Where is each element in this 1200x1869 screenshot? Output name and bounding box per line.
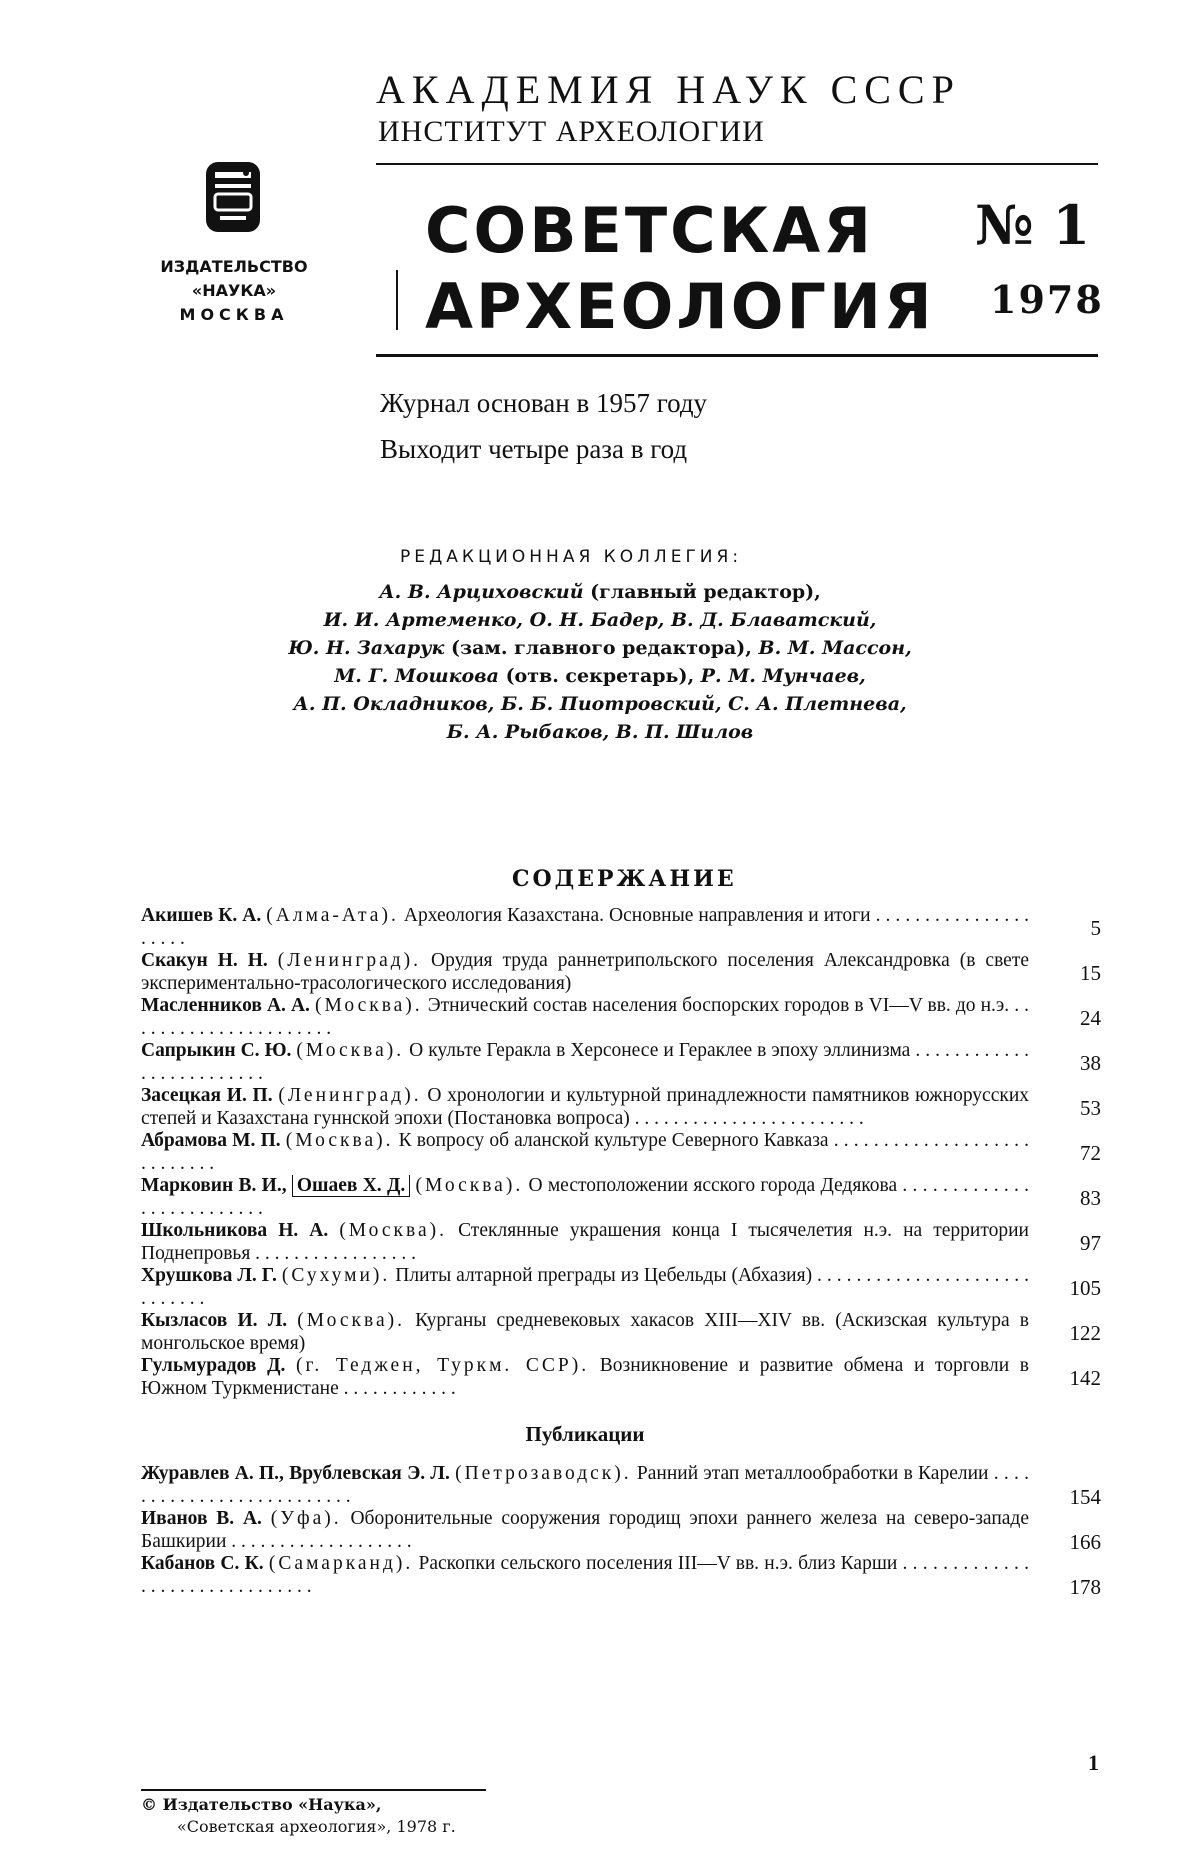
entry-author: Масленников А. А. xyxy=(141,995,310,1016)
entry-text xyxy=(141,1220,1029,1265)
entry-author: Сапрыкин С. Ю. xyxy=(141,1040,292,1061)
page-number: 1 xyxy=(1088,1750,1099,1775)
contents-entry xyxy=(141,1553,1101,1598)
entry-page: 72 xyxy=(1080,1140,1101,1165)
editorial-board-line xyxy=(150,662,1050,690)
entry-title: Возникновение и развитие обмена и торговли в Южном Туркменистане . . . . . . . . . . . . xyxy=(141,1355,1030,1399)
founded-line: Журнал основан в 1957 году xyxy=(380,388,708,418)
entry-city: (Москва). xyxy=(339,1220,447,1241)
contents-entry xyxy=(141,995,1101,1040)
entry-city: (Ленинград). xyxy=(278,1085,422,1106)
editorial-board-line xyxy=(150,718,1050,746)
board-member-role: (отв. секретарь), xyxy=(498,665,701,687)
entry-title: Раскопки сельского поселения III—V вв. н.э. близ Карши . . . . . . . . . . . . . . . . . . . . . . . . . . . . . . . xyxy=(141,1553,1030,1597)
entry-page: 53 xyxy=(1080,1095,1101,1120)
entry-text xyxy=(141,1553,1029,1598)
entry-title: Плиты алтарной преграды из Цебельды (Абхазия) . . . . . . . . . . . . . . . . . . . . . . . . . . . . . xyxy=(141,1265,1030,1309)
entry-page: 122 xyxy=(1069,1320,1101,1345)
journal-title-line: АРХЕОЛОГИЯ xyxy=(425,270,935,343)
contents-entry xyxy=(141,1220,1101,1265)
journal-citation: «Советская археология», 1978 г. xyxy=(177,1817,456,1836)
entry-text xyxy=(141,905,1029,950)
entry-city: (Москва). xyxy=(285,1130,394,1151)
journal-info xyxy=(380,380,707,472)
entry-title: Орудия труда раннетрипольского поселения Александровка (в свете экспериментально-трасологического исследования) xyxy=(141,950,1030,994)
entry-city: (г. Теджен, Туркм. ССР). xyxy=(296,1355,590,1376)
contents-entry xyxy=(141,1310,1101,1355)
board-member-name: И. И. Артеменко, О. Н. Бадер, В. Д. Блаватский, xyxy=(323,609,877,631)
board-member-role: (зам. главного редактора), xyxy=(444,637,759,659)
publisher-name xyxy=(134,255,334,327)
contents-entry xyxy=(141,905,1101,950)
board-member-name: В. М. Массон, xyxy=(758,637,912,659)
board-member-name: Б. А. Рыбаков, В. П. Шилов xyxy=(446,721,754,743)
header-rule-top xyxy=(376,163,1098,165)
entry-text xyxy=(141,1040,1029,1085)
entry-city: (Москва). xyxy=(296,1040,405,1061)
entry-text xyxy=(141,1130,1029,1175)
entry-city: (Сухуми). xyxy=(281,1265,391,1286)
editorial-board-heading: РЕДАКЦИОННАЯ КОЛЛЕГИЯ: xyxy=(400,547,743,567)
publications-heading: Публикации xyxy=(525,1422,645,1446)
entry-author: Кызласов И. Л. xyxy=(141,1310,288,1331)
entry-city: (Москва). xyxy=(415,1175,524,1196)
contents-heading: СОДЕРЖАНИЕ xyxy=(512,866,737,892)
contents-entry xyxy=(141,1463,1101,1508)
entry-title: О местоположении ясского города Дедякова . . . . . . . . . . . . . . . . . . . . . . . . . . xyxy=(141,1175,1030,1219)
entry-author: Засецкая И. П. xyxy=(141,1085,273,1106)
board-member-name: А. П. Окладников, Б. Б. Пиотровский, С. А. Плетнева, xyxy=(293,693,907,715)
academy-name: АКАДЕМИЯ НАУК СССР xyxy=(376,67,961,112)
publications-list xyxy=(141,1463,1101,1598)
entry-author-memorial: Ошаев Х. Д. xyxy=(292,1175,410,1197)
entry-city: (Самарканд). xyxy=(268,1553,414,1574)
journal-title-line: СОВЕТСКАЯ xyxy=(425,194,875,267)
entry-page: 105 xyxy=(1069,1275,1101,1300)
entry-city: (Уфа). xyxy=(270,1508,342,1529)
entry-author: Журавлев А. П., Врублевская Э. Л. xyxy=(141,1463,450,1484)
editorial-board-line xyxy=(150,578,1050,606)
board-member-name: Ю. Н. Захарук xyxy=(288,637,445,659)
entry-title: Этнический состав населения боспорских городов в VI—V вв. до н.э. . . . . . . . . . . . . . . . . . . . . . . xyxy=(141,995,1030,1039)
entry-author: Иванов В. А. xyxy=(141,1508,262,1529)
entry-page: 15 xyxy=(1080,960,1101,985)
entry-text xyxy=(141,1355,1029,1400)
entry-page: 83 xyxy=(1080,1185,1101,1210)
entry-text xyxy=(141,1175,1029,1220)
editorial-board xyxy=(150,578,1050,746)
entry-author: Школьникова Н. А. xyxy=(141,1220,329,1241)
entry-text xyxy=(141,950,1029,995)
publisher-line: «НАУКА» xyxy=(191,281,277,300)
frequency-line: Выходит четыре раза в год xyxy=(380,434,688,464)
entry-page: 142 xyxy=(1069,1365,1101,1390)
contents-entry xyxy=(141,1265,1101,1310)
entry-text xyxy=(141,1265,1029,1310)
entry-title: О хронологии и культурной принадлежности памятников южнорусских степей и Казахстана гуннской эпохи (Постановка вопроса) . . . . . . . . . . . . . . . . . . . . . . . . xyxy=(141,1085,1030,1129)
entry-title: Археология Казахстана. Основные направления и итоги . . . . . . . . . . . . . . . . . . . . . xyxy=(141,905,1030,949)
entry-city: (Москва). xyxy=(314,995,423,1016)
entry-text xyxy=(141,1463,1029,1508)
entry-title: Ранний этап металлообработки в Карелии . . . . . . . . . . . . . . . . . . . . . . . . . . xyxy=(141,1463,1030,1507)
contents-list xyxy=(141,905,1101,1598)
editorial-board-line xyxy=(150,634,1050,662)
entry-title: О культе Геракла в Херсонесе и Гераклее в эпоху эллинизма . . . . . . . . . . . . . . . . . . . . . . . . . xyxy=(141,1040,1029,1084)
contents-entry xyxy=(141,1040,1101,1085)
contents-entry xyxy=(141,1175,1101,1220)
entry-title: Стеклянные украшения конца I тысячелетия н.э. на территории Поднепровья . . . . . . . . . . . . . . . . . xyxy=(141,1220,1029,1264)
contents-entry xyxy=(141,1085,1101,1130)
board-member-name: А. В. Арциховский xyxy=(379,581,584,603)
board-member-role: (главный редактор), xyxy=(583,581,821,603)
entry-city: (Алма-Ата). xyxy=(266,905,399,926)
entry-page: 5 xyxy=(1090,915,1101,940)
entry-city: (Петрозаводск). xyxy=(455,1463,632,1484)
entry-city: (Ленинград). xyxy=(277,950,422,971)
entry-author: Гульмурадов Д. xyxy=(141,1355,286,1376)
footer xyxy=(141,1794,456,1838)
contents-entry xyxy=(141,950,1101,995)
entry-city: (Москва). xyxy=(297,1310,405,1331)
entry-page: 97 xyxy=(1080,1230,1101,1255)
entry-title: К вопросу об аланской культуре Северного Кавказа . . . . . . . . . . . . . . . . . . . . . . . . . . . . xyxy=(141,1130,1030,1174)
title-marker xyxy=(396,270,398,330)
board-member-name: Р. М. Мунчаев, xyxy=(700,665,866,687)
header-rule-bottom xyxy=(376,354,1098,357)
entry-author: Акишев К. А. xyxy=(141,905,262,926)
footer-rule xyxy=(141,1789,486,1791)
publisher-logo-icon xyxy=(202,160,264,234)
entry-page: 166 xyxy=(1069,1529,1101,1554)
editorial-board-line xyxy=(150,690,1050,718)
board-member-name: М. Г. Мошкова xyxy=(334,665,499,687)
contents-entry xyxy=(141,1130,1101,1175)
publisher-city: МОСКВА xyxy=(179,305,289,324)
entry-author: Кабанов С. К. xyxy=(141,1553,264,1574)
journal-title xyxy=(425,193,935,345)
institute-name: ИНСТИТУТ АРХЕОЛОГИИ xyxy=(378,115,765,148)
entry-author: Абрамова М. П. xyxy=(141,1130,281,1151)
entry-text xyxy=(141,1085,1029,1130)
entry-title: Оборонительные сооружения городищ эпохи раннего железа на северо-западе Башкирии . . . . . . . . . . . . . . . . . . . xyxy=(141,1508,1029,1552)
entry-author: Марковин В. И., xyxy=(141,1175,287,1196)
entry-page: 24 xyxy=(1080,1005,1101,1030)
entry-text xyxy=(141,995,1029,1040)
entry-author: Скакун Н. Н. xyxy=(141,950,268,971)
entry-page: 38 xyxy=(1080,1050,1101,1075)
entry-author: Хрушкова Л. Г. xyxy=(141,1265,277,1286)
issue-year: 1978 xyxy=(990,277,1104,322)
publisher-line: ИЗДАТЕЛЬСТВО xyxy=(160,257,308,276)
issue-number: № 1 xyxy=(975,193,1091,257)
entry-page: 178 xyxy=(1069,1574,1101,1599)
entry-title: Курганы средневековых хакасов XIII—XIV вв. (Аскизская культура в монгольское время) xyxy=(141,1310,1030,1354)
copyright-line: © Издательство «Наука», xyxy=(141,1795,382,1814)
editorial-board-line xyxy=(150,606,1050,634)
entry-page: 154 xyxy=(1069,1484,1101,1509)
entry-text xyxy=(141,1310,1029,1355)
contents-entry xyxy=(141,1355,1101,1400)
entry-text xyxy=(141,1508,1029,1553)
contents-entry xyxy=(141,1508,1101,1553)
